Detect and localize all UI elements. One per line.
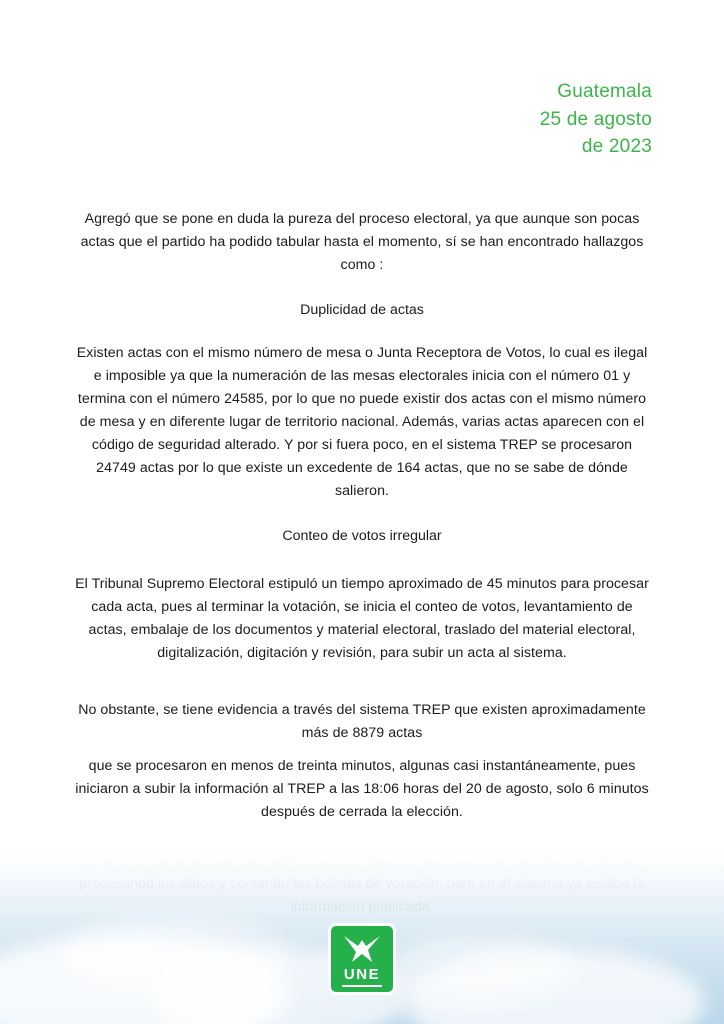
header-place: Guatemala xyxy=(557,81,652,102)
paragraph-duplicidad: Existen actas con el mismo número de mesa o Junta Receptora de Votos, lo cual es ilegal e imposible ya que la numeración de las mesas electorales inicia con el número 01 y termina con el número 24585, por lo que no puede existir dos actas con el mismo número de mesa y en diferente lugar de territorio nacional. Además, varias actas aparecen con el código de seguridad alterado. Y por si fuera poco, en el sistema TREP se procesaron 24749 actas por lo que existe un excedente de 164 actas, que no se sabe de dónde salieron. xyxy=(76,344,648,499)
section-heading-conteo: Conteo de votos irregular xyxy=(282,527,442,544)
une-logo-underline xyxy=(342,985,382,987)
cloud-shape xyxy=(384,936,574,1006)
une-logo-mark-icon xyxy=(340,932,384,966)
paragraph-trep-line-2: que se procesaron en menos de treinta minutos, algunas casi instantáneamente, pues iniciaron a subir la información al TREP a las 18:06 horas del 20 de agosto, solo 6 minutos después de cerrada la elección. xyxy=(75,758,649,821)
paragraph-conteo: El Tribunal Supremo Electoral estipuló un tiempo aproximado de 45 minutos para procesar cada acta, pues al terminar la votación, se inicia el conteo de votos, levantamiento de actas, embalaje de los documentos y material electoral, traslado del material electoral, digitalización, digitación y revisión, para subir un acta al sistema. xyxy=(75,576,649,662)
document-body xyxy=(72,208,652,937)
header-date-line-1: 25 de agosto xyxy=(539,108,652,130)
une-logo-text: UNE xyxy=(343,966,381,983)
paragraph-intro: Agregó que se pone en duda la pureza del proceso electoral, ya que aunque son pocas actas que el partido ha podido tabular hasta el momento, sí se han encontrado hallazgos como : xyxy=(80,211,644,273)
section-heading-duplicidad: Duplicidad de actas xyxy=(300,302,424,318)
une-logo xyxy=(331,926,393,992)
header-date-line-2: de 2023 xyxy=(581,136,652,158)
cloud-shape xyxy=(60,916,290,996)
document-header xyxy=(540,78,652,161)
paragraph-trep-line-1: No obstante, se tiene evidencia a través del sistema TREP que existen aproximadamente más de 8879 actas xyxy=(78,702,646,742)
